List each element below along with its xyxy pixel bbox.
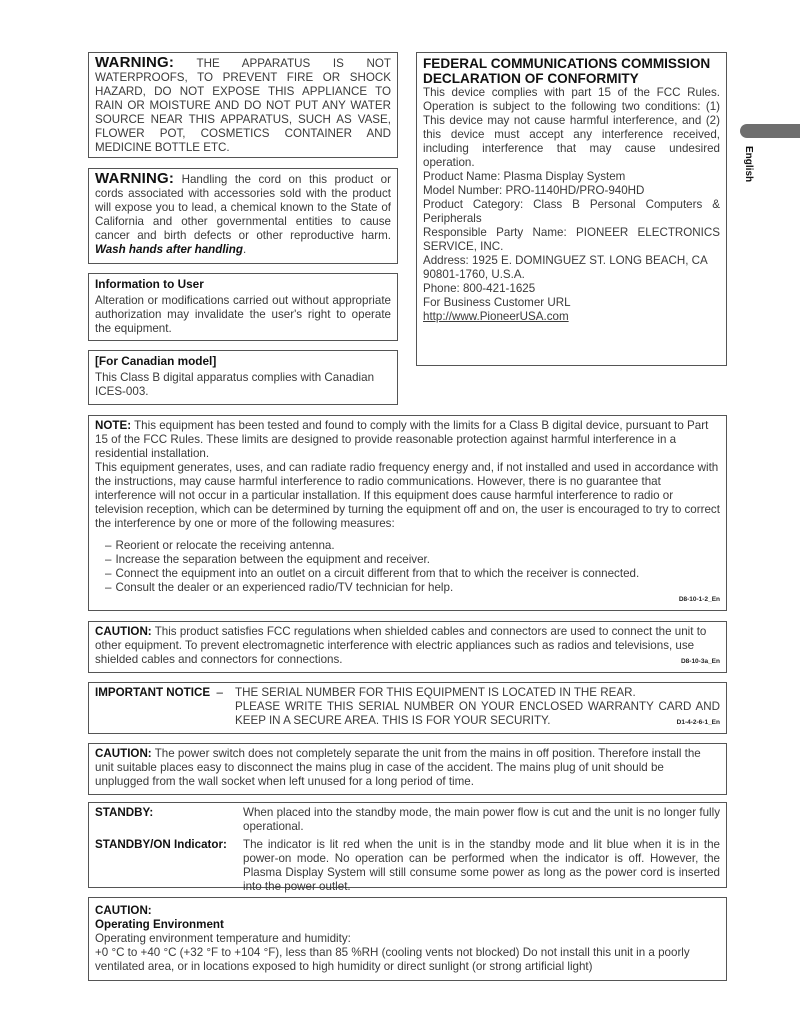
list-item: – Connect the equipment into an outlet on a circuit different from that to which the receiver is connected. (105, 567, 640, 580)
fcc-product-category: Product Category: Class B Personal Computers & Peripherals (423, 198, 720, 225)
caution-cables-box (88, 621, 727, 673)
information-to-user-box (88, 273, 398, 341)
standby-text: When placed into the standby mode, the main power flow is cut and the unit is no longer fully operational. (243, 806, 720, 833)
measures-list (95, 539, 720, 595)
caution-label: CAUTION: (95, 904, 152, 917)
info-text: Alteration or modifications carried out without appropriate authorization may invalidate the user's right to operate the equipment. (95, 294, 391, 335)
language-tab-marker (740, 124, 800, 138)
fcc-url-link[interactable]: http://www.PioneerUSA.com (423, 310, 569, 323)
canadian-title: [For Canadian model] (95, 354, 217, 368)
standby-indicator-label: STANDBY/ON Indicator: (95, 838, 227, 851)
environment-line1: Operating environment temperature and humidity: (95, 932, 351, 945)
canadian-text: This Class B digital apparatus complies with Canadian ICES-003. (95, 371, 375, 398)
environment-line2: +0 °C to +40 °C (+32 °F to +104 °F), less than 85 %RH (cooling vents not blocked) Do not install this unit in a poorly ventilated area, or in locations exposed to high humidity or direct sunlight (or strong artificial light) (95, 946, 690, 973)
list-item: – Increase the separation between the equipment and receiver. (105, 553, 430, 566)
caution-label: CAUTION: (95, 747, 152, 760)
fcc-note-box (88, 415, 727, 611)
reference-code: D8-10-1-2_En (678, 596, 720, 603)
important-line1: THE SERIAL NUMBER FOR THIS EQUIPMENT IS LOCATED IN THE REAR. (235, 686, 636, 699)
list-item: – Reorient or relocate the receiving antenna. (105, 539, 335, 552)
caution-environment-box (88, 897, 727, 981)
fcc-title: FEDERAL COMMUNICATIONS COMMISSION DECLARATION OF CONFORMITY (423, 56, 711, 86)
caution-text: The power switch does not completely separate the unit from the mains in off position. Therefore install the unit suitable places easy to disconnect the mains plug in case of the accident. The mains plug of unit should be unplugged from the wall socket when left unused for a long period of time. (95, 747, 701, 788)
warning-lead-box: WARNING: Handling the cord on this product or cords associated with accessories sold with the product will expose you to lead, a chemical known to the State of California and other governmental entities to cause cancer and birth defects or other reproductive harm. Wash hands after handling. (88, 168, 398, 264)
info-title: Information to User (95, 277, 204, 291)
note-para1: This equipment has been tested and found to comply with the limits for a Class B digital device, pursuant to Part 15 of the FCC Rules. These limits are designed to provide reasonable protection against harmful interference in a residential installation. (95, 419, 709, 460)
standby-label: STANDBY: (95, 806, 154, 819)
fcc-product-name: Product Name: Plasma Display System (423, 170, 626, 183)
operating-environment-title: Operating Environment (95, 918, 224, 931)
standby-indicator-row (95, 838, 720, 894)
reference-code: D1-4-2-6-1_En (676, 719, 720, 726)
canadian-model-box (88, 350, 398, 405)
standby-indicator-text: The indicator is lit red when the unit is in the standby mode and lit blue when it is in the power-on mode. No operation can be performed when the indicator is off. However, the Plasma Display System will still consume some power as long as the power cord is inserted into the power outlet. (243, 838, 720, 893)
caution-text: This product satisfies FCC regulations when shielded cables and connectors are used to connect the unit to other equipment. To prevent electromagnetic interference with electric appliances such as radios and televisions, use shielded cables and connectors for connections. (95, 625, 707, 666)
caution-power-box (88, 743, 727, 795)
fcc-business-url-label: For Business Customer URL (423, 296, 571, 309)
warning-title: WARNING: (95, 54, 175, 71)
warning-waterproof-box (88, 52, 398, 158)
standby-box (88, 802, 727, 893)
warning-text: Handling the cord on this product or cords associated with accessories sold with the product will expose you to lead, a chemical known to the State of California and other governmental entities to cause cancer and birth defects or other reproductive harm. (95, 173, 391, 242)
important-notice-box (88, 682, 727, 734)
fcc-intro: This device complies with part 15 of the FCC Rules. Operation is subject to the following two conditions: (1) This device may not cause harmful interference, and (2) this device must accept any interference received, including interference that may cause undesired operation. (423, 86, 720, 169)
warning-text: THE APPARATUS IS NOT WATERPROOFS, TO PREVENT FIRE OR SHOCK HAZARD, DO NOT EXPOSE THIS APPLIANCE TO RAIN OR MOISTURE AND DO NOT PUT ANY WATER SOURCE NEAR THIS APPARATUS, SUCH AS VASE, FLOWER POT, COSMETICS CONTAINER AND MEDICINE BOTTLE ETC. (95, 57, 391, 154)
note-para2: This equipment generates, uses, and can radiate radio frequency energy and, if not installed and used in accordance with the instructions, may cause harmful interference to radio communications. However, there is no guarantee that interference will not occur in a particular installation. If this equipment does cause harmful interference to radio or television reception, which can be determined by turning the equipment off and on, the user is encouraged to try to correct the interference by one or more of the following measures: (95, 461, 720, 530)
important-label: IMPORTANT NOTICE – (95, 686, 223, 699)
fcc-declaration-box (416, 52, 727, 366)
caution-label: CAUTION: (95, 625, 152, 638)
fcc-responsible-party: Responsible Party Name: PIONEER ELECTRONICS SERVICE, INC. (423, 226, 720, 253)
standby-row (95, 806, 720, 834)
important-line2: PLEASE WRITE THIS SERIAL NUMBER ON YOUR ENCLOSED WARRANTY CARD AND KEEP IN A SECURE AREA. THIS IS FOR YOUR SECURITY. (235, 700, 720, 727)
warning-emphasis: Wash hands after handling (95, 243, 243, 256)
language-label: English (743, 146, 754, 183)
fcc-address: Address: 1925 E. DOMINGUEZ ST. LONG BEACH, CA 90801-1760, U.S.A. (423, 254, 708, 281)
warning-title: WARNING: (95, 170, 175, 187)
fcc-phone: Phone: 800-421-1625 (423, 282, 536, 295)
note-label: NOTE: (95, 419, 132, 432)
reference-code: D8-10-3a_En (680, 658, 720, 665)
list-item: – Consult the dealer or an experienced radio/TV technician for help. (105, 581, 454, 594)
fcc-model-number: Model Number: PRO-1140HD/PRO-940HD (423, 184, 645, 197)
